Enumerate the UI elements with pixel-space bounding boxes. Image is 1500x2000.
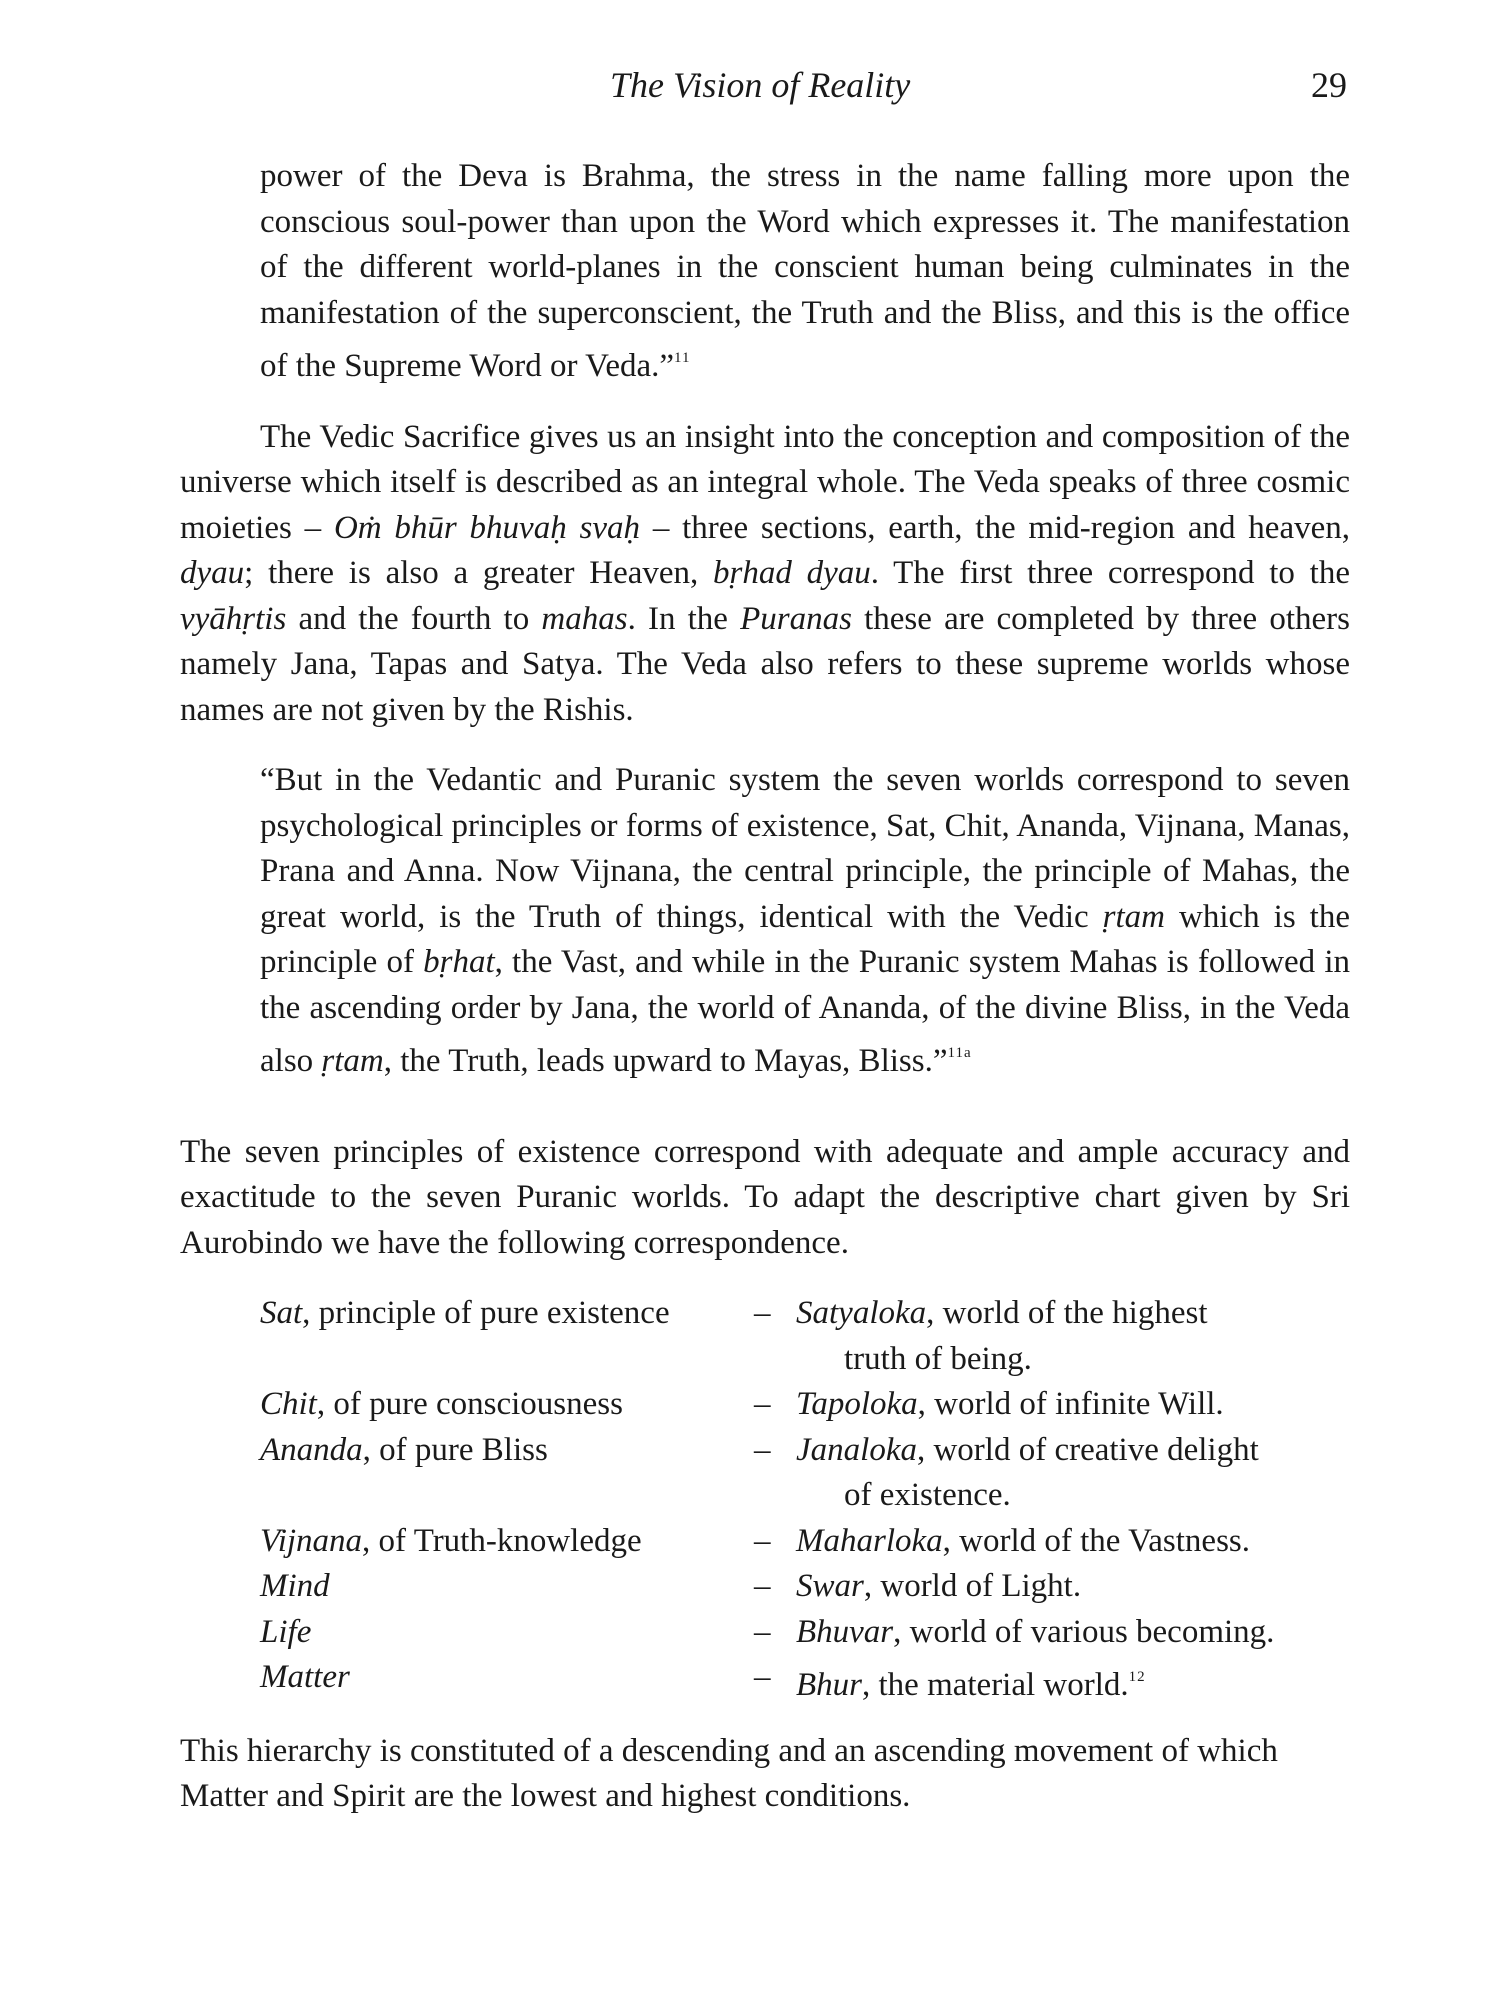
paragraph-seven-principles: The seven principles of existence correspond with adequate and ample accuracy and exactitude to the seven Puranic worlds. To adapt the descriptive chart given by Sri Aurobindo we have the following correspondence.: [180, 1133, 1350, 1261]
principle-cell: [260, 1519, 754, 1565]
principle-cell: [260, 1564, 754, 1610]
text-run: these are completed by three others namely Jana, Tapas and Satya. The Veda also refers to these supreme worlds whose names are not given by the Rishis.: [180, 600, 1351, 728]
world-description: , world of Light.: [863, 1568, 1082, 1604]
page-body: [180, 154, 1350, 1820]
principle-cell: [260, 1382, 754, 1428]
world-description: , the material world.: [862, 1667, 1129, 1703]
world-name: Swar: [796, 1568, 864, 1604]
world-description-continued: of existence.: [844, 1477, 1011, 1513]
world-name: Janaloka: [796, 1431, 917, 1468]
text-run: “But in the Vedantic and Puranic system the seven worlds correspond to seven psychological principles or forms of existence, Sat, Chit, Ananda, Vijnana, Manas, Prana and Anna. Now Vijnana, the central principle, the principle of Mahas, the great world, is the Truth of things, identical with the Vedic: [260, 762, 1350, 935]
principle-cell: [260, 1610, 754, 1656]
text-run: , the Truth, leads upward to Mayas, Bliss.”: [383, 1043, 948, 1079]
dash-cell: –: [754, 1386, 771, 1422]
text-run: . In the: [627, 600, 741, 637]
quotation-continued: [180, 154, 1350, 390]
italic-term: ṛtam: [321, 1043, 384, 1079]
text-run: . The first three correspond to the: [870, 555, 1350, 591]
italic-term: mahas: [541, 600, 628, 637]
dash-cell: –: [754, 1659, 771, 1695]
principle-cell: [260, 1291, 754, 1382]
paragraph-vedic-sacrifice: [180, 415, 1350, 734]
principle-name: Vijnana: [260, 1522, 363, 1559]
correspondence-row: [260, 1382, 1316, 1428]
correspondence-row: [260, 1428, 1316, 1519]
italic-term: vyāhṛtis: [180, 600, 287, 637]
correspondence-row: [260, 1610, 1316, 1656]
correspondence-row: [260, 1655, 1316, 1709]
dash-cell: –: [754, 1431, 771, 1468]
principle-cell: [260, 1428, 754, 1519]
world-name: Bhur: [796, 1667, 862, 1703]
world-cell: [796, 1428, 1316, 1519]
page-number: 29: [1311, 65, 1347, 105]
principle-cell: [260, 1655, 754, 1709]
world-description: , world of creative delight: [916, 1431, 1259, 1468]
world-description-continued: truth of being.: [844, 1340, 1032, 1377]
world-cell: [796, 1655, 1316, 1709]
text-run: which is the principle of: [260, 898, 1350, 980]
italic-term: ṛtam: [1102, 898, 1166, 935]
world-name: Satyaloka: [796, 1295, 927, 1331]
world-cell: [796, 1382, 1316, 1428]
correspondence-table: [260, 1291, 1316, 1709]
correspondence-row: [260, 1564, 1316, 1610]
world-name: Maharloka: [796, 1522, 943, 1559]
dash-cell: –: [754, 1522, 771, 1559]
principle-name: Chit: [260, 1386, 317, 1422]
principle-description: , of Truth-knowledge: [362, 1522, 642, 1559]
world-cell: [796, 1519, 1316, 1565]
world-name: Tapoloka: [796, 1386, 918, 1422]
world-description: , world of infinite Will.: [917, 1386, 1224, 1422]
principle-name: Life: [260, 1613, 312, 1650]
running-head: [0, 64, 1500, 114]
principle-description: , of pure Bliss: [362, 1431, 548, 1468]
world-description: , world of the highest: [926, 1295, 1208, 1331]
paragraph-hierarchy: This hierarchy is constituted of a descending and an ascending movement of which Matter and Spirit are the lowest and highest conditions.: [180, 1732, 1278, 1814]
italic-term: Oṁ bhūr bhuvaḥ svaḥ: [333, 509, 641, 546]
italic-term: dyau: [180, 555, 245, 591]
text-run: , the Vast, and while in the Puranic system Mahas is followed in the ascending order by Jana, the world of Ananda, of the divine Bliss, in the Veda also: [260, 944, 1350, 1079]
principle-description: , principle of pure existence: [302, 1295, 670, 1331]
world-description: , world of the Vastness.: [942, 1522, 1251, 1559]
principle-name: Ananda: [260, 1431, 363, 1468]
italic-term: bṛhad dyau: [713, 555, 871, 591]
italic-term: Puranas: [740, 600, 852, 637]
world-cell: [796, 1610, 1316, 1656]
world-name: Bhuvar: [796, 1613, 894, 1650]
footnote-marker-11a: 11a: [947, 1045, 972, 1061]
text-run: and the fourth to: [286, 600, 542, 637]
world-cell: [796, 1291, 1316, 1382]
quotation-seven-worlds: [180, 758, 1350, 1085]
running-title: The Vision of Reality: [610, 65, 911, 105]
footnote-marker-12: 12: [1128, 1669, 1146, 1685]
dash-cell: –: [754, 1613, 771, 1650]
principle-name: Mind: [260, 1568, 330, 1604]
text-run: ; there is also a greater Heaven,: [244, 555, 714, 591]
principle-name: Sat: [260, 1295, 303, 1331]
quotation-text: power of the Deva is Brahma, the stress in the name falling more upon the conscious soul-power than upon the Word which expresses it. The manifestation of the different world-planes in the conscient human being culminates in the manifestation of the superconscient, the Truth and the Bliss, and this is the office of the Supreme Word or Veda.”: [260, 158, 1350, 384]
dash-cell: –: [754, 1295, 771, 1331]
principle-description: , of pure consciousness: [316, 1386, 623, 1422]
text-run: The Vedic Sacrifice gives us an insight into the conception and composition of the universe which itself is described as an integral whole. The Veda speaks of three cosmic moieties –: [180, 418, 1350, 546]
text-run: – three sections, earth, the mid-region and heaven,: [640, 509, 1350, 546]
world-description: , world of various becoming.: [893, 1613, 1275, 1650]
italic-term: bṛhat: [423, 944, 495, 980]
correspondence-row: [260, 1291, 1316, 1382]
correspondence-row: [260, 1519, 1316, 1565]
principle-name: Matter: [260, 1659, 350, 1695]
world-cell: [796, 1564, 1316, 1610]
footnote-marker-11: 11: [674, 350, 691, 366]
dash-cell: –: [754, 1568, 771, 1604]
